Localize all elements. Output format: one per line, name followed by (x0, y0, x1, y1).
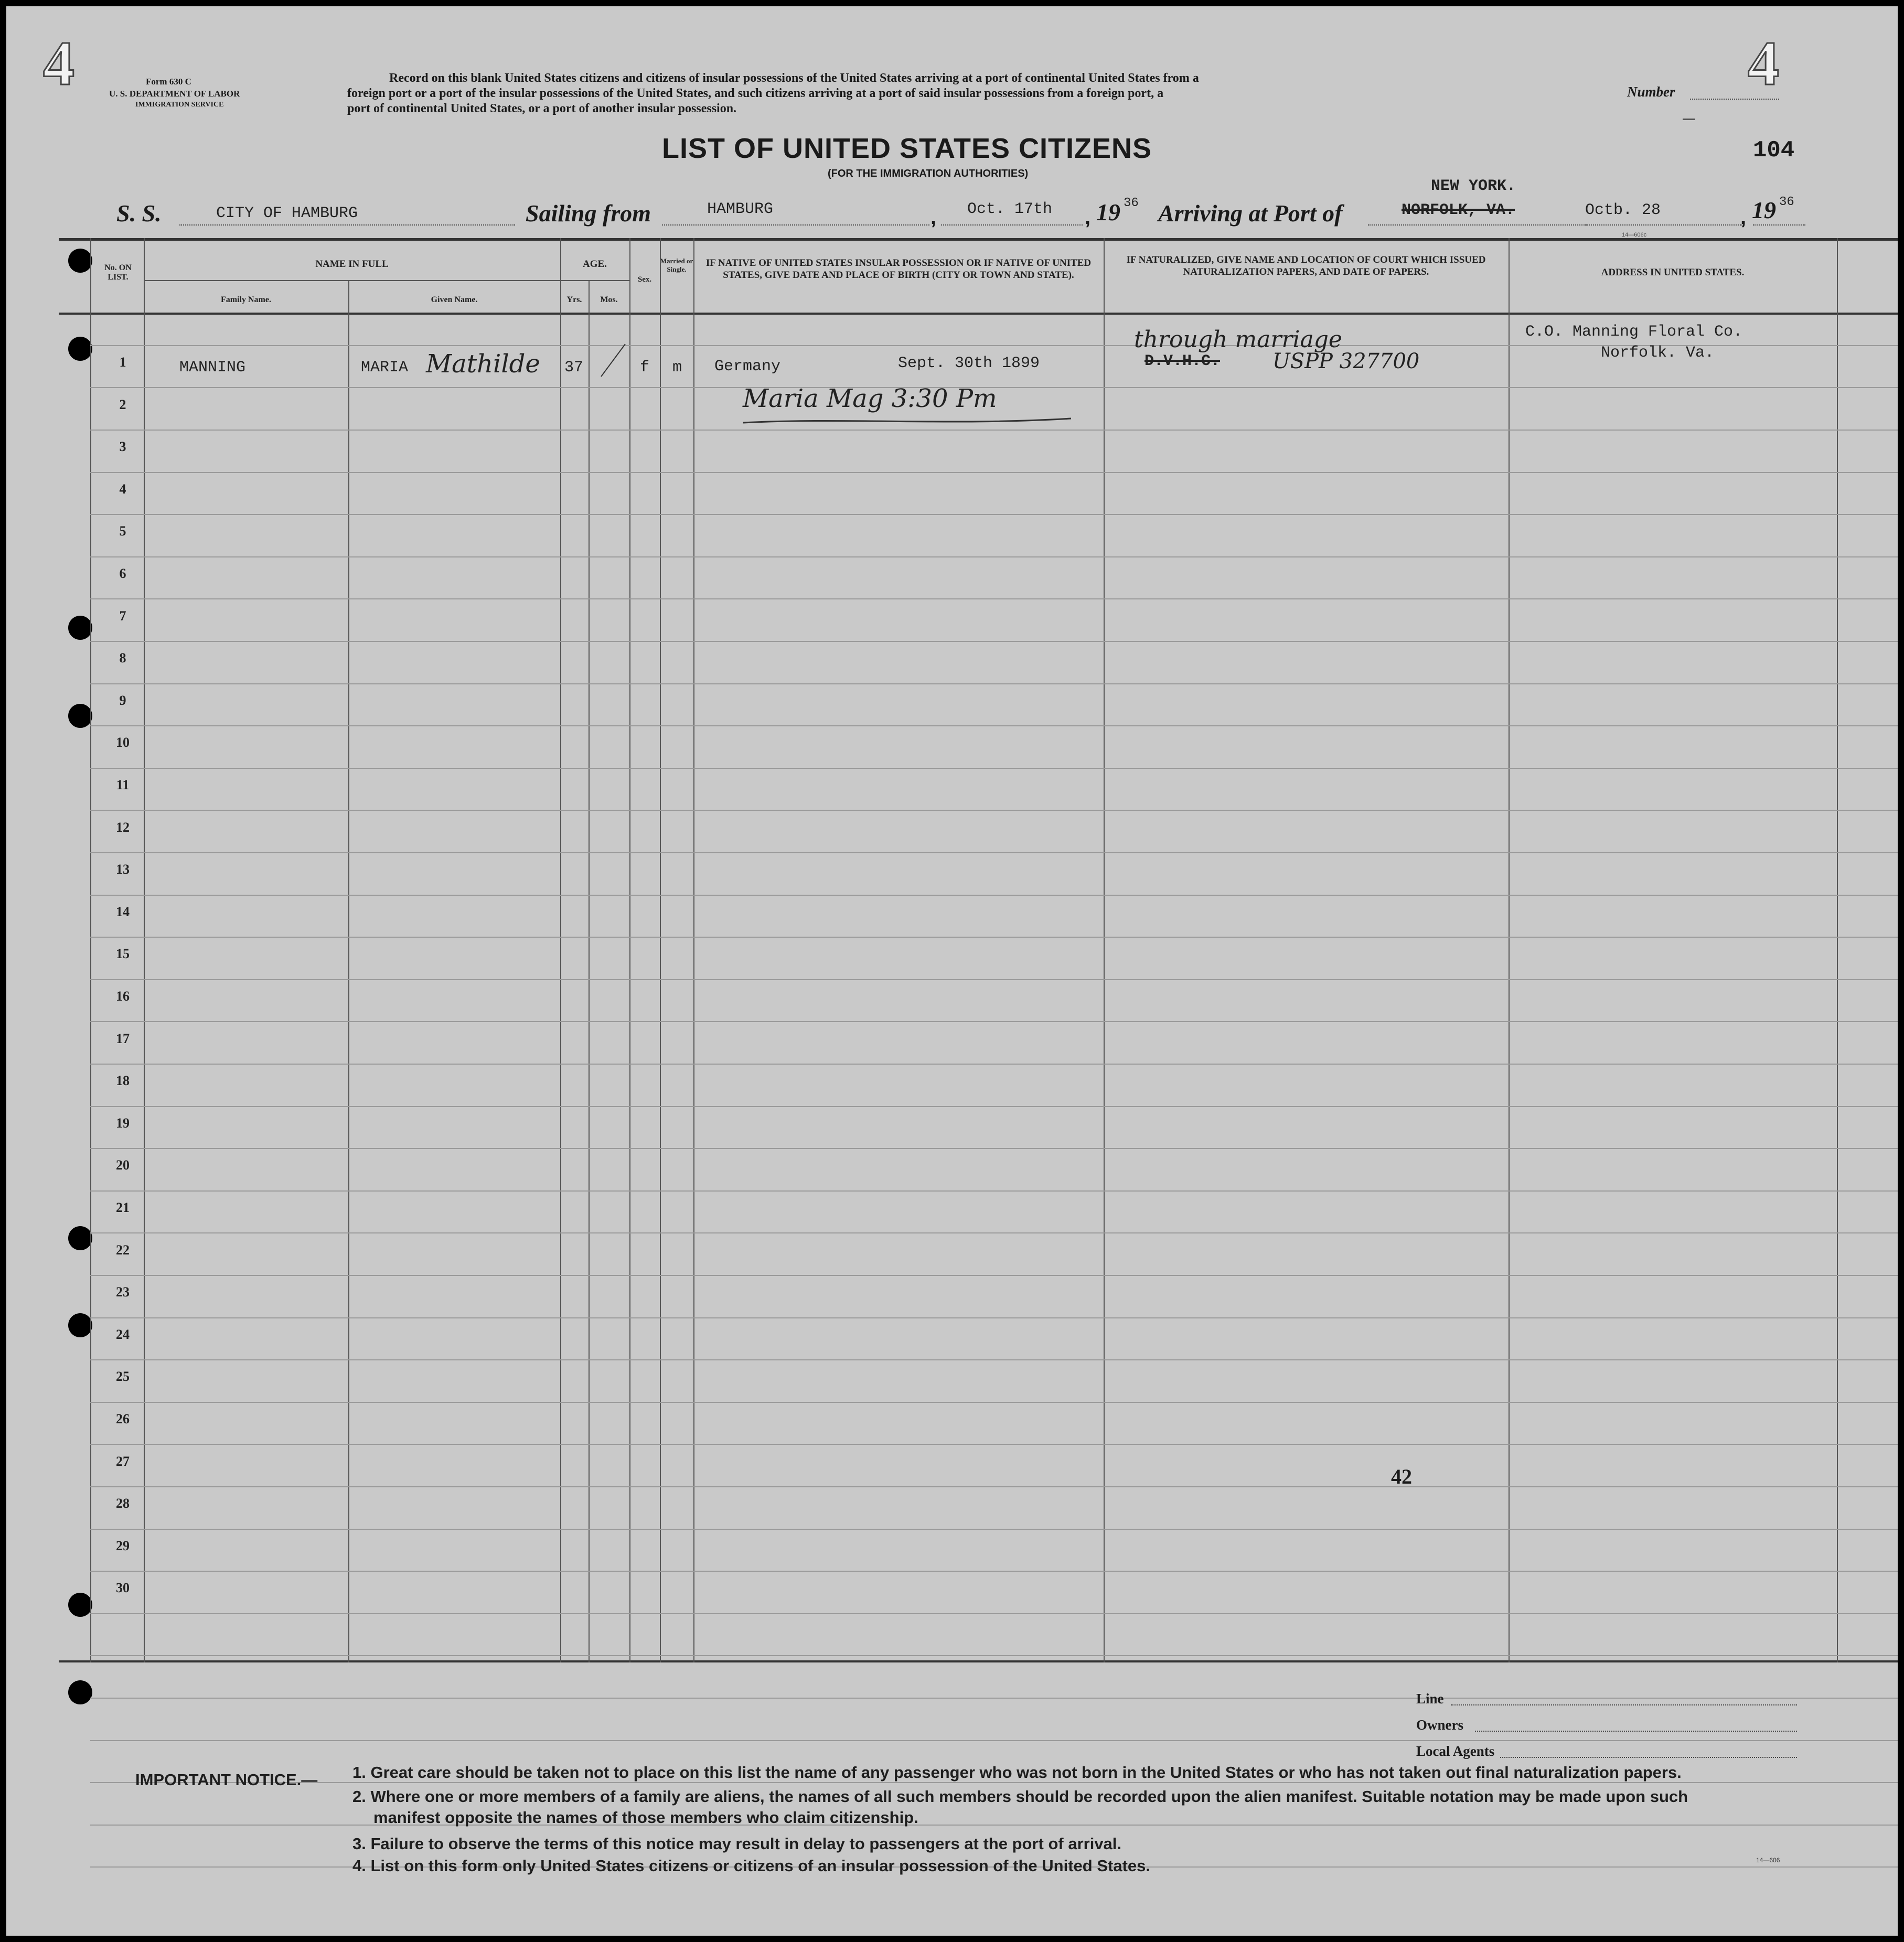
row-rule (90, 1064, 1898, 1065)
sailing-port-line (662, 224, 929, 226)
passport-handwritten: USPP 327700 (1272, 349, 1420, 373)
header-bottom-border (59, 313, 1898, 315)
row-number: 10 (116, 735, 130, 750)
given-name-cell: MARIA (361, 359, 409, 377)
corner-mark-left: 4 (43, 28, 74, 98)
column-divider (560, 238, 561, 1662)
row-rule (90, 1571, 1898, 1572)
row-number: 6 (119, 566, 126, 581)
family-name-cell: MANNING (179, 359, 246, 377)
row-number: 14 (116, 904, 130, 919)
row-rule (90, 514, 1898, 515)
column-divider (660, 238, 661, 1662)
row-number: 2 (119, 397, 126, 412)
signoff-agents-label: Local Agents (1416, 1743, 1495, 1759)
row-rule (90, 768, 1898, 769)
sex-cell: f (640, 359, 650, 377)
column-divider (1104, 238, 1105, 1662)
row-rule (90, 1275, 1898, 1276)
row-number: 26 (116, 1411, 130, 1426)
arriving-label: Arriving at Port of (1158, 200, 1343, 227)
row-rule (90, 556, 1898, 557)
row-number: 4 (119, 481, 126, 497)
naturalization-handwritten: through marriage (1134, 326, 1342, 353)
row-rule (90, 1782, 1898, 1783)
row-number: 29 (116, 1538, 130, 1553)
column-divider (589, 280, 590, 1662)
row-rule (90, 1359, 1898, 1360)
comma: , (930, 206, 937, 229)
birth-place-cell: Germany (714, 358, 781, 375)
row-rule (90, 472, 1898, 473)
row-number: 15 (116, 946, 130, 961)
sailing-year: 36 (1124, 196, 1139, 210)
col-header-given: Given Name. (431, 295, 478, 304)
row-number: 11 (116, 777, 130, 792)
punch-hole (68, 1680, 92, 1704)
age-months-stroke (597, 342, 628, 379)
table-bottom-border (59, 1660, 1898, 1662)
birth-date-cell: Sept. 30th 1899 (898, 355, 1040, 372)
page-number: 104 (1753, 137, 1795, 164)
row-number: 28 (116, 1496, 130, 1511)
row-rule (90, 979, 1898, 980)
row-rule (90, 1317, 1898, 1318)
row-rule (90, 1106, 1898, 1107)
arrival-year-line (1753, 224, 1805, 226)
sailing-port: HAMBURG (707, 200, 774, 218)
notice-item-2-cont: manifest opposite the names of those members who claim citizenship. (373, 1808, 918, 1827)
punch-hole (68, 1313, 92, 1337)
row-rule (90, 1444, 1898, 1445)
row-number: 27 (116, 1454, 130, 1469)
notice-item-2: 2. Where one or more members of a family are aliens, the names of all such members should be recorded upon the alien manifest. Suitable notation may be made upon such (352, 1787, 1688, 1806)
column-divider (348, 280, 349, 1662)
corner-mark-right: 4 (1748, 28, 1779, 98)
comma: , (1740, 206, 1747, 229)
col-header-sex: Sex. (637, 275, 652, 284)
row-number: 25 (116, 1369, 130, 1384)
column-divider (1509, 238, 1510, 1662)
row-number: 17 (116, 1031, 130, 1046)
page-title: LIST OF UNITED STATES CITIZENS (662, 133, 1152, 164)
row-rule (90, 641, 1898, 642)
col-header-naturalization: IF NATURALIZED, GIVE NAME AND LOCATION OF COURT WHICH ISSUED NATURALIZATION PAPERS, AND DATE OF PAPERS. (1126, 254, 1486, 277)
printer-note: 14—606c (1622, 232, 1647, 238)
row-number: 19 (116, 1115, 130, 1131)
page-subtitle: (FOR THE IMMIGRATION AUTHORITIES) (828, 168, 1029, 179)
given-name-handwritten: Mathilde (426, 349, 540, 379)
row-rule (90, 937, 1898, 938)
row-rule (90, 1232, 1898, 1233)
col-header-mos: Mos. (600, 295, 618, 304)
column-divider (90, 238, 91, 1662)
dash-mark (1683, 119, 1695, 120)
row-rule (90, 810, 1898, 811)
row-rule (90, 895, 1898, 896)
birth-annotation-handwritten: Maria Mag 3:30 Pm (743, 384, 997, 413)
signoff-line-label: Line (1416, 1691, 1444, 1707)
col-header-address: ADDRESS IN UNITED STATES. (1601, 267, 1745, 278)
name-header-rule (144, 280, 560, 281)
row-rule (90, 598, 1898, 599)
number-underline (1690, 99, 1779, 100)
row-number: 22 (116, 1242, 130, 1258)
age-years-cell: 37 (564, 359, 584, 377)
address-line-1: C.O. Manning Floral Co. (1525, 323, 1743, 341)
arrival-year-prefix: 19 (1752, 197, 1776, 223)
signoff-agents-rule (1500, 1757, 1797, 1758)
row-rule (90, 1148, 1898, 1149)
row-number: 3 (119, 439, 126, 454)
column-divider (629, 238, 630, 1662)
married-cell: m (672, 359, 682, 377)
margin-number: 42 (1391, 1465, 1412, 1488)
row-rule (90, 725, 1898, 726)
row-number: 24 (116, 1327, 130, 1342)
row-rule (90, 430, 1898, 431)
punch-hole (68, 249, 92, 273)
instruction-line: Record on this blank United States citizens and citizens of insular possessions of the United States arriving at a port of continental United States from a (389, 71, 1199, 85)
row-rule (90, 1655, 1898, 1656)
punch-hole (68, 337, 92, 361)
arrival-year: 36 (1779, 195, 1794, 209)
row-number: 5 (119, 523, 126, 539)
row-number: 13 (116, 862, 130, 877)
row-rule (90, 683, 1898, 684)
col-header-family: Family Name. (221, 295, 271, 304)
row-number: 7 (119, 608, 126, 624)
instruction-line: port of continental United States, or a port of another insular possession. (347, 102, 737, 115)
sailing-label: Sailing from (526, 200, 651, 227)
punch-hole (68, 704, 92, 728)
notice-item-4: 4. List on this form only United States citizens or citizens of an insular possession of the United States. (352, 1857, 1150, 1875)
row-rule (90, 1740, 1898, 1741)
signoff-owners-label: Owners (1416, 1717, 1463, 1733)
signoff-line-rule (1451, 1704, 1797, 1705)
notice-item-3: 3. Failure to observe the terms of this notice may result in delay to passengers at the port of arrival. (352, 1834, 1122, 1853)
col-header-age: AGE. (583, 259, 607, 270)
row-rule (90, 1698, 1898, 1699)
col-header-no: No. ON LIST. (104, 263, 132, 282)
column-divider (1837, 238, 1838, 1662)
sailing-date-line (941, 224, 1083, 226)
row-number: 12 (116, 820, 130, 835)
row-number: 30 (116, 1580, 130, 1595)
col-header-married: Married or Single. (660, 257, 693, 273)
comma: , (1085, 206, 1091, 229)
row-number: 1 (119, 355, 126, 370)
table-top-border (59, 238, 1898, 241)
important-notice-label: IMPORTANT NOTICE.— (135, 1771, 318, 1789)
ss-label: S. S. (116, 200, 162, 227)
punch-hole (68, 616, 92, 640)
row-number: 23 (116, 1284, 130, 1300)
row-rule (90, 1486, 1898, 1487)
manifest-page (6, 6, 1898, 1936)
row-rule (90, 1529, 1898, 1530)
year-prefix: 19 (1096, 199, 1120, 226)
row-number: 18 (116, 1073, 130, 1088)
row-number: 21 (116, 1200, 130, 1215)
arrival-date: Octb. 28 (1585, 201, 1661, 219)
number-label: Number (1627, 84, 1675, 100)
row-rule (90, 1613, 1898, 1614)
naturalization-struck: D.V.H.C. (1144, 352, 1221, 370)
row-number: 20 (116, 1157, 130, 1173)
punch-hole (68, 1226, 92, 1250)
age-header-rule (560, 280, 629, 281)
column-divider (693, 238, 694, 1662)
col-header-birth: IF NATIVE OF UNITED STATES INSULAR POSSESSION OR IF NATIVE OF UNITED STATES, GIVE DATE AND PLACE OF BIRTH (CITY OR TOWN AND STATE). (705, 257, 1092, 281)
annotation-underline (741, 413, 1076, 429)
service: IMMIGRATION SERVICE (135, 101, 224, 109)
row-rule (90, 852, 1898, 853)
punch-hole (68, 1593, 92, 1617)
col-header-name: NAME IN FULL (315, 259, 389, 270)
form-number: Form 630 C (146, 77, 191, 87)
row-number: 8 (119, 650, 126, 666)
arrival-port-struck: NORFOLK, VA. (1402, 201, 1515, 219)
department: U. S. DEPARTMENT OF LABOR (109, 89, 240, 99)
instruction-line: foreign port or a port of the insular possessions of the United States, and such citizens arriving at a port of said insular possessions from a foreign port, a (347, 87, 1164, 100)
arrival-port-line (1368, 224, 1588, 226)
row-number: 16 (116, 989, 130, 1004)
col-header-yrs: Yrs. (566, 295, 582, 304)
signoff-owners-rule (1475, 1731, 1797, 1732)
arrival-port-new: NEW YORK. (1431, 177, 1516, 195)
row-number: 9 (119, 693, 126, 708)
row-rule (90, 1190, 1898, 1192)
arrival-date-line (1585, 224, 1742, 226)
row-rule (90, 1402, 1898, 1403)
ship-name: CITY OF HAMBURG (216, 205, 358, 222)
row-rule (90, 1021, 1898, 1022)
sailing-date: Oct. 17th (967, 200, 1053, 218)
footer-code: 14—606 (1756, 1857, 1780, 1864)
row-rule (90, 1825, 1898, 1826)
ship-name-line (179, 224, 515, 226)
address-line-2: Norfolk. Va. (1601, 344, 1715, 362)
notice-item-1: 1. Great care should be taken not to place on this list the name of any passenger who was not born in the United States or who has not taken out final naturalization papers. (352, 1763, 1682, 1782)
